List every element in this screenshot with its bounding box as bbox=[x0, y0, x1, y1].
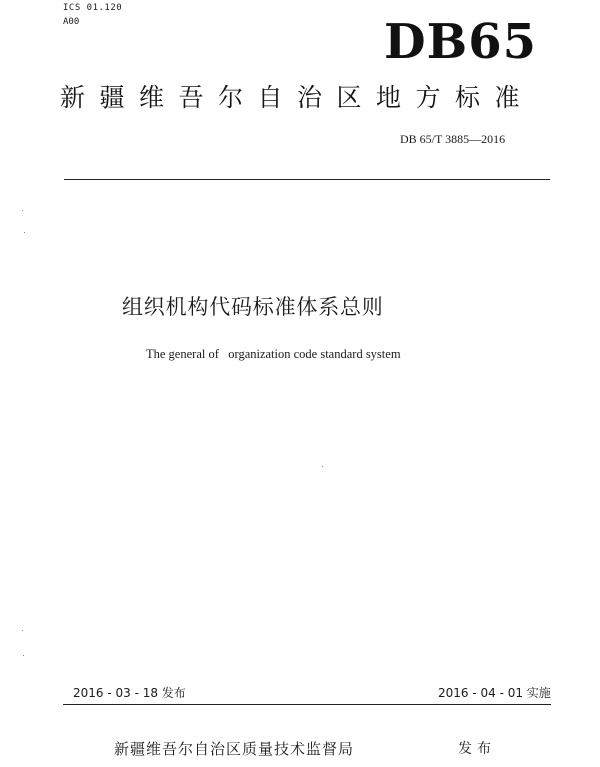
scan-speck bbox=[322, 466, 323, 467]
issue-label: 发布 bbox=[458, 741, 496, 757]
issuing-authority: 新疆维吾尔自治区质量技术监督局 bbox=[114, 740, 355, 758]
document-title-chinese: 组织机构代码标准体系总则 bbox=[122, 295, 384, 319]
top-divider bbox=[64, 179, 550, 180]
document-title-english: The general of organization code standard system bbox=[146, 347, 401, 361]
ccs-code: A00 bbox=[63, 17, 80, 27]
scan-speck bbox=[24, 232, 25, 233]
bottom-divider bbox=[63, 704, 551, 705]
issue-date: 2016 - 03 - 18 发布 bbox=[73, 686, 186, 700]
db-mark: DB65 bbox=[384, 14, 537, 70]
standard-type: 新疆维吾尔自治区地方标准 bbox=[60, 83, 535, 112]
scan-speck bbox=[22, 210, 23, 211]
scan-speck bbox=[22, 630, 23, 631]
scan-speck bbox=[23, 655, 24, 656]
ics-code: ICS 01.120 bbox=[63, 3, 123, 13]
standard-number: DB 65/T 3885—2016 bbox=[400, 132, 506, 146]
implementation-date: 2016 - 04 - 01 实施 bbox=[438, 686, 551, 700]
